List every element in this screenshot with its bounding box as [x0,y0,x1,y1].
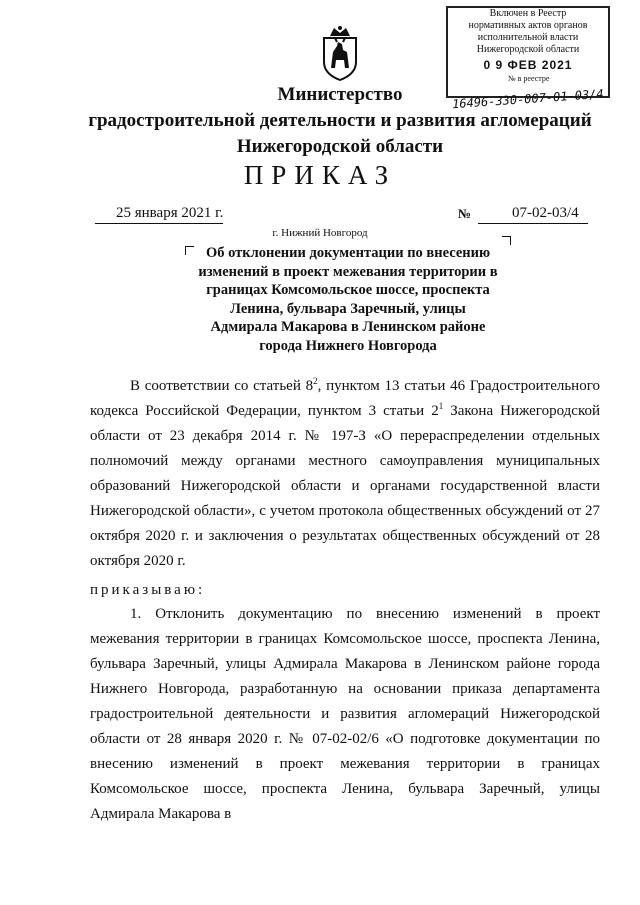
superscript: 1 [438,401,444,411]
superscript: 2 [313,376,318,386]
subject-line: границах Комсомольское шоссе, проспекта [206,282,490,298]
subject-line: изменений в проект межевания территории в [198,263,498,280]
order-date: 25 января 2021 г. [116,205,224,221]
stamp-line: исполнительной власти [477,32,579,43]
coat-of-arms-icon [316,24,364,82]
preamble-text: , пунктом 13 статьи 46 Градостроительного кодекса Российской Федерации, пунктом 3 статьи 2 [90,378,600,419]
ministry-name [70,82,610,160]
preamble-text: В соответствии со статьей 8 [130,378,314,394]
preamble-paragraph [90,374,600,574]
preamble-text: Закона Нижегородской области от 23 декабря 2014 г. № 197-З «О перераспределении отдельных полномочий между органами местного самоуправления муниципальных образований Нижегородской области и органами государственной власти Нижегородской области», с учетом протокола общественных обсуждений от 27 октября 2020 г. и заключения о результатах общественных обсуждений от 28 октября 2020 г. [90,403,600,569]
city: г. Нижний Новгород [272,227,368,239]
stamp-line: Включен в Реестр [489,8,567,19]
ministry-line: Министерство [277,84,403,105]
order-subject [190,244,506,355]
stamp-line: нормативных актов органов [468,20,588,31]
number-label: № [458,206,472,221]
item-1-paragraph: 1. Отклонить документацию по внесению изменений в проект межевания территории в границах Комсомольское шоссе, проспекта Ленина, бульвара Заречный, улицы Адмирала Макарова в Ленинском районе города Нижнего Новгорода, разработанную на основании приказа департамента градостроительной деятельности и развития агломераций Нижегородской области от 28 января 2020 г. № 07-02-02/6 «О подготовке документации по внесению изменений в проект межевания территории в границах Комсомольское шоссе, проспекта Ленина, бульвара Заречный, улицы Адмирала Макарова в [90,606,600,822]
number-underline [478,223,588,224]
subject-line: города Нижнего Новгорода [259,337,437,354]
document-type-title: ПРИКАЗ [243,160,397,190]
handwritten-registry-number: 16496-330-007-01-03/4 [451,86,605,112]
subject-line: Об отклонении документации по внесению [205,245,491,261]
subject-line: Ленина, бульвара Заречный, улицы [230,300,466,317]
date-underline [95,223,223,224]
stamp-line: Нижегородской области [476,44,580,55]
order-word: приказываю: [90,582,206,598]
order-number: 07-02-03/4 [512,205,579,221]
stamp-registry-label: № в реестре [508,74,550,83]
stamp-date: 0 9 ФЕВ 2021 [483,58,573,72]
subject-line: Адмирала Макарова в Ленинском районе [210,319,486,335]
ministry-line: градостроительной деятельности и развития агломераций [88,110,592,131]
ministry-line: Нижегородской области [236,136,444,157]
